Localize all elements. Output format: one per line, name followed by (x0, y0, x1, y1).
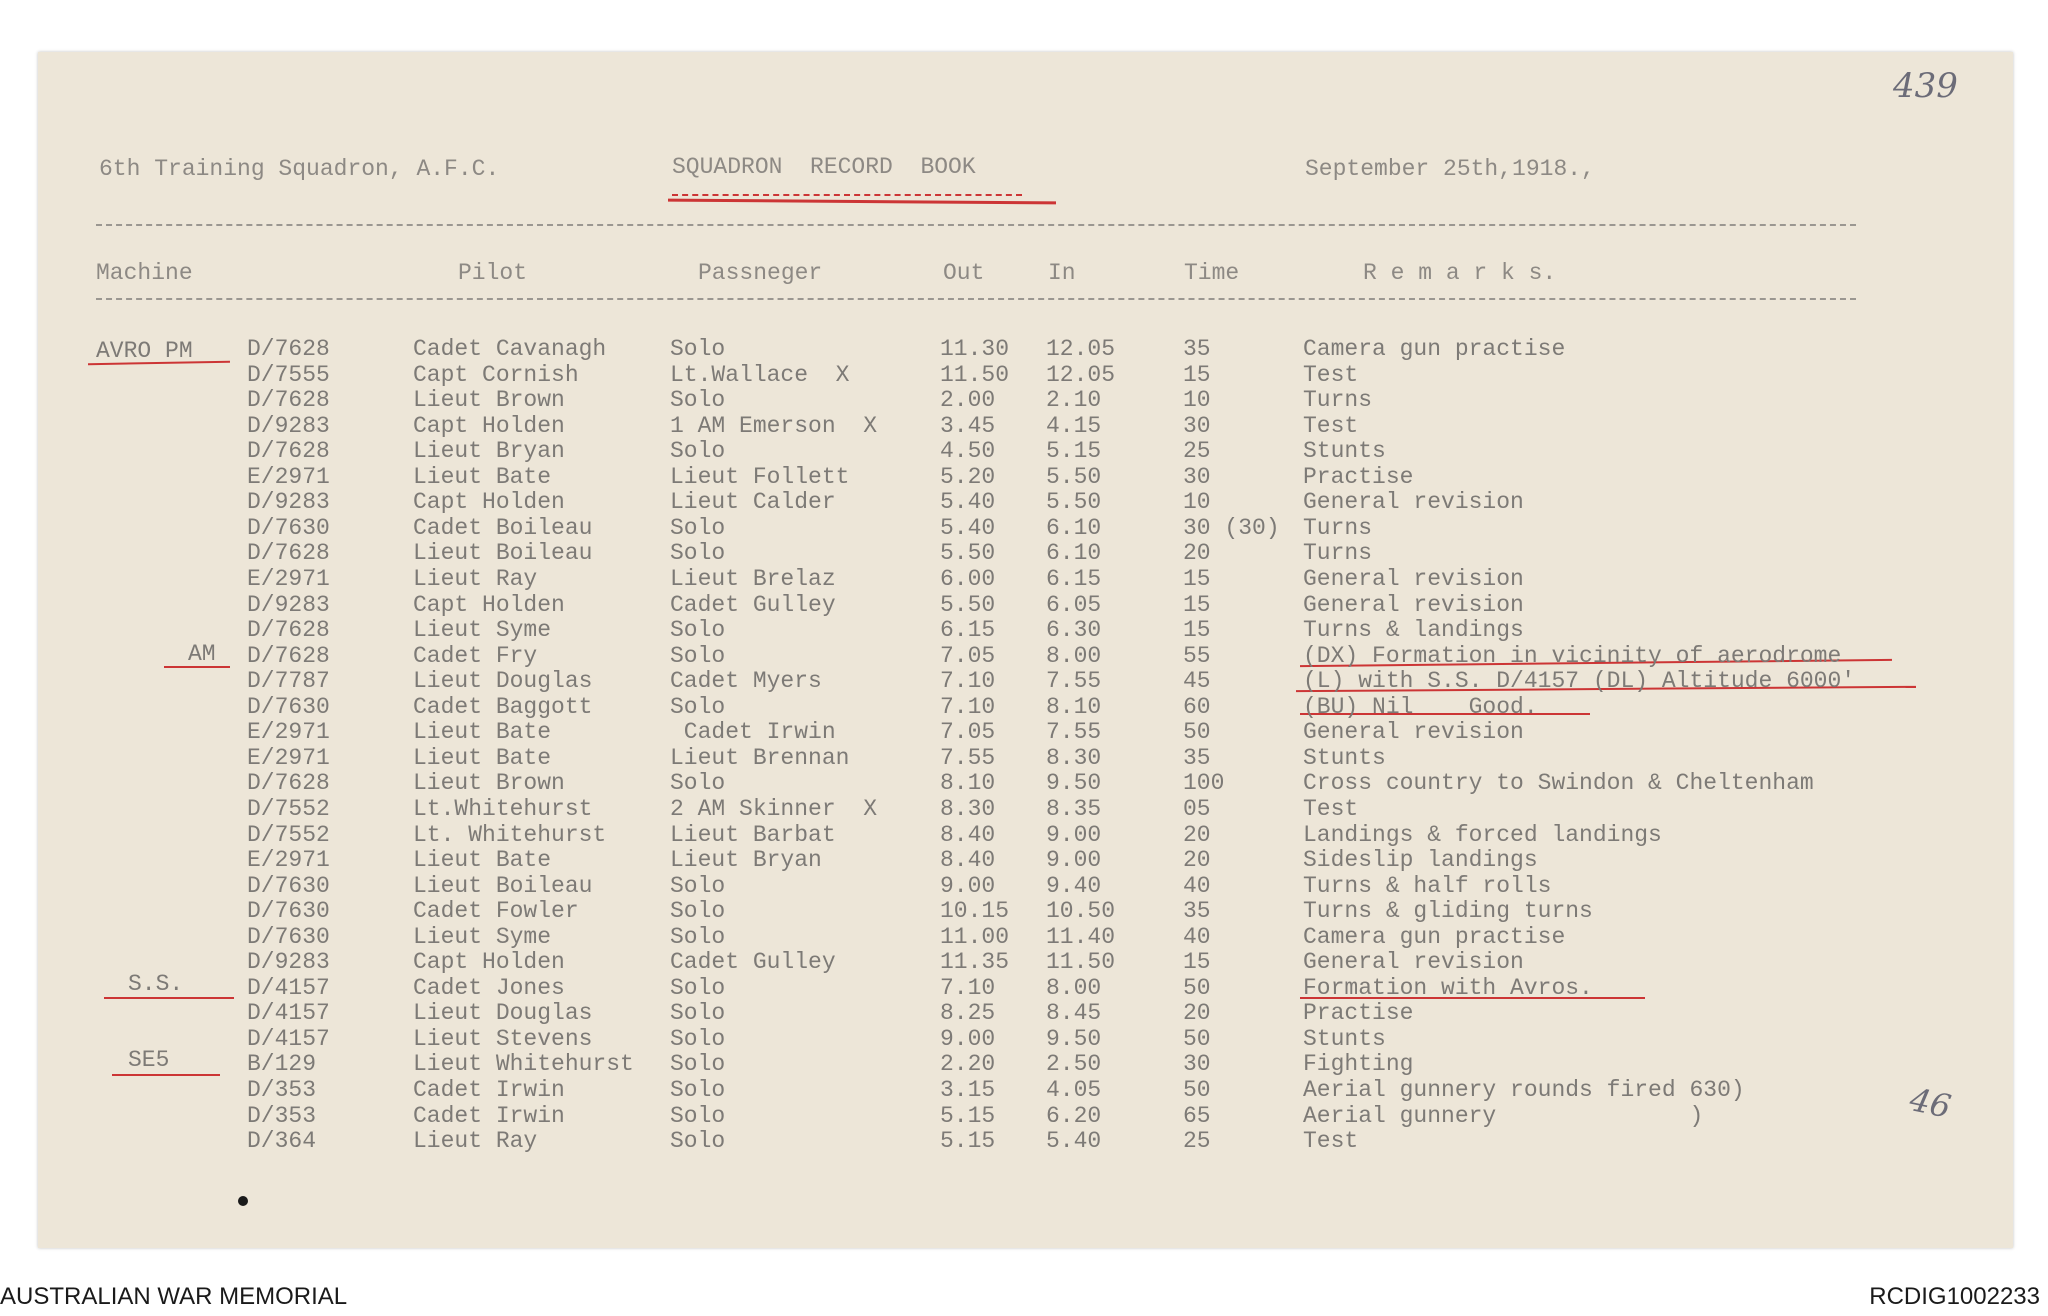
row-out: 2.00 (940, 387, 996, 414)
row-out: 2.20 (940, 1051, 996, 1078)
row-remarks: Turns & gliding turns (1303, 898, 1593, 925)
row-passenger: Solo (670, 872, 726, 899)
row-out: 7.10 (940, 668, 996, 695)
row-time: 30 (1183, 412, 1211, 439)
row-machine: E/2971 (247, 744, 330, 771)
row-remarks: Cross country to Swindon & Cheltenham (1303, 770, 1814, 797)
column-rule (96, 298, 1856, 300)
row-pilot: Lieut Ray (413, 1128, 538, 1155)
row-machine: D/7787 (247, 668, 330, 695)
row-time: 35 (1183, 336, 1211, 362)
row-time: 20 (1183, 847, 1211, 873)
row-out: 7.55 (940, 744, 996, 771)
row-remarks: Stunts (1303, 438, 1386, 465)
row-out: 10.15 (940, 898, 1010, 925)
row-time: 40 (1183, 923, 1211, 950)
row-in: 5.50 (1046, 489, 1102, 516)
row-passenger: Solo (670, 898, 726, 925)
row-passenger: Lieut Bryan (670, 847, 822, 873)
row-in: 5.50 (1046, 463, 1102, 490)
row-remarks: Test (1303, 361, 1359, 388)
row-passenger: Solo (670, 974, 726, 1001)
row-pilot: Cadet Boileau (413, 514, 593, 541)
row-passenger: Solo (670, 336, 726, 362)
row-time: 10 (1183, 387, 1211, 414)
row-remarks: Sideslip landings (1303, 847, 1538, 873)
row-passenger: Lt.Wallace X (670, 361, 850, 388)
column-header-out: Out (943, 260, 985, 286)
row-machine: D/7555 (247, 361, 330, 388)
row-time: 50 (1183, 1077, 1211, 1103)
row-remarks: General revision (1303, 566, 1524, 592)
footer-id: RCDIG1002233 (1869, 1283, 2040, 1310)
row-time: 55 (1183, 642, 1211, 669)
row-pilot: Lieut Bate (413, 719, 552, 746)
row-pilot: Lieut Douglas (413, 668, 593, 695)
row-time: 40 (1183, 872, 1211, 899)
row-pilot: Capt Holden (413, 412, 565, 439)
row-passenger: Solo (670, 642, 726, 669)
row-time: 50 (1183, 1025, 1211, 1052)
row-out: 11.35 (940, 949, 1010, 976)
row-pilot: Lieut Bate (413, 847, 552, 873)
row-in: 8.45 (1046, 1000, 1102, 1027)
row-pilot: Lieut Douglas (413, 1000, 593, 1027)
row-machine: D/9283 (247, 591, 330, 618)
row-time: 30 (1183, 463, 1211, 490)
row-passenger: Lieut Follett (670, 463, 850, 490)
row-remarks: Landings & forced landings (1303, 821, 1662, 848)
row-passenger: Solo (670, 387, 726, 414)
row-in: 6.05 (1046, 591, 1102, 618)
row-time: 15 (1183, 949, 1211, 976)
row-pilot: Lieut Whitehurst (413, 1051, 634, 1078)
footer-source: AUSTRALIAN WAR MEMORIAL (0, 1283, 348, 1310)
row-pilot: Lieut Ray (413, 566, 538, 592)
row-machine: D/7630 (247, 898, 330, 925)
row-time: 50 (1183, 719, 1211, 746)
row-remarks: Turns & landings (1303, 617, 1524, 643)
row-pilot: Lieut Syme (413, 617, 552, 643)
row-passenger: Cadet Gulley (670, 949, 836, 976)
column-header-time: Time (1184, 260, 1240, 286)
row-out: 5.50 (940, 540, 996, 567)
row-in: 8.35 (1046, 795, 1102, 822)
row-time: 15 (1183, 566, 1211, 592)
row-out: 5.15 (940, 1102, 996, 1129)
row-machine: D/7552 (247, 821, 330, 848)
row-remarks: Turns & half rolls (1303, 872, 1552, 899)
row-in: 2.10 (1046, 387, 1102, 414)
row-passenger: Lieut Calder (670, 489, 836, 516)
row-in: 9.50 (1046, 770, 1102, 797)
row-time: 45 (1183, 668, 1211, 695)
row-out: 11.00 (940, 923, 1010, 950)
row-time: 10 (1183, 489, 1211, 516)
row-passenger: Lieut Barbat (670, 821, 836, 848)
row-remarks: Turns (1303, 387, 1373, 414)
row-in: 6.10 (1046, 540, 1102, 567)
row-out: 8.30 (940, 795, 996, 822)
row-out: 5.50 (940, 591, 996, 618)
row-pilot: Lieut Bryan (413, 438, 565, 465)
row-remarks: Test (1303, 1128, 1359, 1155)
row-pilot: Cadet Cavanagh (413, 336, 607, 362)
row-pilot: Capt Cornish (413, 361, 579, 388)
column-header-in: In (1048, 260, 1076, 286)
row-remarks: Fighting (1303, 1051, 1414, 1078)
row-time: 25 (1183, 438, 1211, 465)
row-passenger: Cadet Myers (670, 668, 822, 695)
row-machine: D/7628 (247, 336, 330, 362)
row-machine: D/364 (247, 1128, 317, 1155)
row-pilot: Cadet Jones (413, 974, 565, 1001)
row-time: 20 (1183, 540, 1211, 567)
row-remarks: General revision (1303, 591, 1524, 618)
row-pilot: Cadet Irwin (413, 1102, 565, 1129)
ink-dot (238, 1196, 248, 1206)
row-out: 5.15 (940, 1128, 996, 1155)
row-time: 100 (1183, 770, 1225, 797)
row-passenger: Cadet Irwin (670, 719, 836, 746)
row-pilot: Capt Holden (413, 591, 565, 618)
record-date: September 25th,1918., (1305, 156, 1595, 182)
row-out: 7.10 (940, 693, 996, 720)
row-in: 8.00 (1046, 974, 1102, 1001)
row-passenger: 1 AM Emerson X (670, 412, 878, 439)
row-remarks: (DX) Formation in vicinity of aerodrome (1303, 642, 1842, 669)
row-time: 60 (1183, 693, 1211, 720)
row-passenger: Solo (670, 770, 726, 797)
row-machine: E/2971 (247, 719, 330, 746)
row-remarks: General revision (1303, 719, 1524, 746)
row-out: 8.25 (940, 1000, 996, 1027)
row-remarks: Turns (1303, 514, 1373, 541)
row-in: 9.00 (1046, 821, 1102, 848)
row-passenger: Solo (670, 438, 726, 465)
row-out: 5.20 (940, 463, 996, 490)
row-in: 12.05 (1046, 336, 1116, 362)
row-remarks: Practise (1303, 1000, 1414, 1027)
row-remarks: General revision (1303, 949, 1524, 976)
row-out: 8.10 (940, 770, 996, 797)
row-pilot: Cadet Fry (413, 642, 538, 669)
column-header-passenger: Passneger (698, 260, 823, 286)
row-machine: D/7628 (247, 387, 330, 414)
title-underline-dashed (672, 194, 1022, 196)
row-out: 11.30 (940, 336, 1010, 362)
row-time: 20 (1183, 1000, 1211, 1027)
unit-name: 6th Training Squadron, A.F.C. (99, 156, 500, 182)
row-machine: D/7628 (247, 770, 330, 797)
row-time: 35 (1183, 744, 1211, 771)
row-time: 30 (1183, 1051, 1211, 1078)
row-machine: D/9283 (247, 489, 330, 516)
row-in: 7.55 (1046, 719, 1102, 746)
row-pilot: Cadet Fowler (413, 898, 579, 925)
row-machine: D/7552 (247, 795, 330, 822)
row-machine: D/7628 (247, 642, 330, 669)
row-in: 12.05 (1046, 361, 1116, 388)
row-in: 6.10 (1046, 514, 1102, 541)
row-remarks: General revision (1303, 489, 1524, 516)
row-time: 15 (1183, 617, 1211, 643)
row-in: 8.00 (1046, 642, 1102, 669)
group-underline (112, 1074, 220, 1076)
row-machine: D/353 (247, 1102, 317, 1129)
row-out: 7.05 (940, 642, 996, 669)
row-remarks: Test (1303, 795, 1359, 822)
row-pilot: Lieut Brown (413, 387, 565, 414)
row-pilot: Lieut Boileau (413, 540, 593, 567)
row-machine: D/7628 (247, 617, 330, 643)
row-passenger: Cadet Gulley (670, 591, 836, 618)
row-pilot: Capt Holden (413, 489, 565, 516)
row-remarks: (BU) Nil Good. (1303, 693, 1538, 720)
row-passenger: Solo (670, 514, 726, 541)
group-label: AM (188, 641, 216, 667)
row-remarks: Formation with Avros. (1303, 974, 1593, 1001)
row-out: 11.50 (940, 361, 1010, 388)
row-remarks: (L) with S.S. D/4157 (DL) Altitude 6000' (1303, 668, 1856, 695)
row-remarks: Turns (1303, 540, 1373, 567)
row-machine: D/4157 (247, 1025, 330, 1052)
row-out: 3.15 (940, 1077, 996, 1103)
row-remarks: Aerial gunnery ) (1303, 1102, 1704, 1129)
row-machine: E/2971 (247, 566, 330, 592)
row-passenger: Solo (670, 923, 726, 950)
row-pilot: Lt.Whitehurst (413, 795, 593, 822)
row-remarks: Aerial gunnery rounds fired 630) (1303, 1077, 1745, 1103)
row-machine: D/7630 (247, 514, 330, 541)
row-passenger: Lieut Brennan (670, 744, 850, 771)
row-machine: D/353 (247, 1077, 317, 1103)
row-remarks: Stunts (1303, 1025, 1386, 1052)
row-time: 20 (1183, 821, 1211, 848)
margin-note: 46 (1906, 1080, 1955, 1126)
row-out: 8.40 (940, 821, 996, 848)
row-machine: D/9283 (247, 412, 330, 439)
row-passenger: Solo (670, 693, 726, 720)
row-pilot: Lieut Boileau (413, 872, 593, 899)
row-time: 15 (1183, 591, 1211, 618)
row-machine: D/7630 (247, 872, 330, 899)
row-out: 8.40 (940, 847, 996, 873)
row-time: 05 (1183, 795, 1211, 822)
row-out: 4.50 (940, 438, 996, 465)
row-machine: E/2971 (247, 847, 330, 873)
row-out: 6.15 (940, 617, 996, 643)
row-passenger: Solo (670, 1000, 726, 1027)
group-label: SE5 (128, 1047, 170, 1073)
row-out: 9.00 (940, 872, 996, 899)
row-machine: D/4157 (247, 974, 330, 1001)
row-machine: B/129 (247, 1051, 317, 1078)
row-remarks: Test (1303, 412, 1359, 439)
row-passenger: Solo (670, 1025, 726, 1052)
row-pilot: Cadet Irwin (413, 1077, 565, 1103)
row-passenger: Solo (670, 617, 726, 643)
row-in: 6.30 (1046, 617, 1102, 643)
group-arrow (164, 666, 230, 668)
row-time: 65 (1183, 1102, 1211, 1129)
record-book-title: SQUADRON RECORD BOOK (672, 154, 976, 180)
row-time: 30 (30) (1183, 514, 1280, 541)
row-in: 5.15 (1046, 438, 1102, 465)
row-machine: D/7628 (247, 438, 330, 465)
row-pilot: Lieut Bate (413, 463, 552, 490)
row-in: 8.30 (1046, 744, 1102, 771)
row-machine: D/9283 (247, 949, 330, 976)
row-pilot: Lieut Stevens (413, 1025, 593, 1052)
row-passenger: Lieut Brelaz (670, 566, 836, 592)
row-passenger: 2 AM Skinner X (670, 795, 878, 822)
row-remarks: Camera gun practise (1303, 336, 1566, 362)
row-in: 2.50 (1046, 1051, 1102, 1078)
row-out: 9.00 (940, 1025, 996, 1052)
group-underline (104, 997, 234, 999)
row-pilot: Capt Holden (413, 949, 565, 976)
row-passenger: Solo (670, 1051, 726, 1078)
row-pilot: Cadet Baggott (413, 693, 593, 720)
column-header-remarks: R e m a r k s. (1363, 260, 1557, 286)
row-in: 4.05 (1046, 1077, 1102, 1103)
row-out: 6.00 (940, 566, 996, 592)
row-remarks: Stunts (1303, 744, 1386, 771)
row-machine: E/2971 (247, 463, 330, 490)
row-in: 8.10 (1046, 693, 1102, 720)
row-machine: D/7630 (247, 923, 330, 950)
row-in: 6.15 (1046, 566, 1102, 592)
row-machine: D/4157 (247, 1000, 330, 1027)
row-time: 35 (1183, 898, 1211, 925)
row-in: 6.20 (1046, 1102, 1102, 1129)
row-time: 50 (1183, 974, 1211, 1001)
row-in: 11.40 (1046, 923, 1116, 950)
row-machine: D/7628 (247, 540, 330, 567)
row-in: 5.40 (1046, 1128, 1102, 1155)
row-out: 7.05 (940, 719, 996, 746)
column-header-machine: Machine (96, 260, 193, 286)
row-time: 15 (1183, 361, 1211, 388)
row-passenger: Solo (670, 540, 726, 567)
row-pilot: Lt. Whitehurst (413, 821, 607, 848)
row-passenger: Solo (670, 1102, 726, 1129)
row-machine: D/7630 (247, 693, 330, 720)
header-rule (96, 224, 1856, 226)
page-number: 439 (1893, 66, 1958, 106)
row-out: 3.45 (940, 412, 996, 439)
row-time: 25 (1183, 1128, 1211, 1155)
row-out: 7.10 (940, 974, 996, 1001)
row-out: 5.40 (940, 514, 996, 541)
row-pilot: Lieut Bate (413, 744, 552, 771)
row-in: 11.50 (1046, 949, 1116, 976)
row-in: 9.00 (1046, 847, 1102, 873)
row-in: 10.50 (1046, 898, 1116, 925)
row-pilot: Lieut Syme (413, 923, 552, 950)
row-in: 9.50 (1046, 1025, 1102, 1052)
row-in: 9.40 (1046, 872, 1102, 899)
row-passenger: Solo (670, 1128, 726, 1155)
row-remarks: Practise (1303, 463, 1414, 490)
group-label: S.S. (128, 971, 184, 997)
column-header-pilot: Pilot (458, 260, 528, 286)
row-pilot: Lieut Brown (413, 770, 565, 797)
row-remarks: Camera gun practise (1303, 923, 1566, 950)
row-in: 7.55 (1046, 668, 1102, 695)
row-in: 4.15 (1046, 412, 1102, 439)
row-out: 5.40 (940, 489, 996, 516)
row-passenger: Solo (670, 1077, 726, 1103)
group-label: AVRO PM (96, 338, 193, 364)
